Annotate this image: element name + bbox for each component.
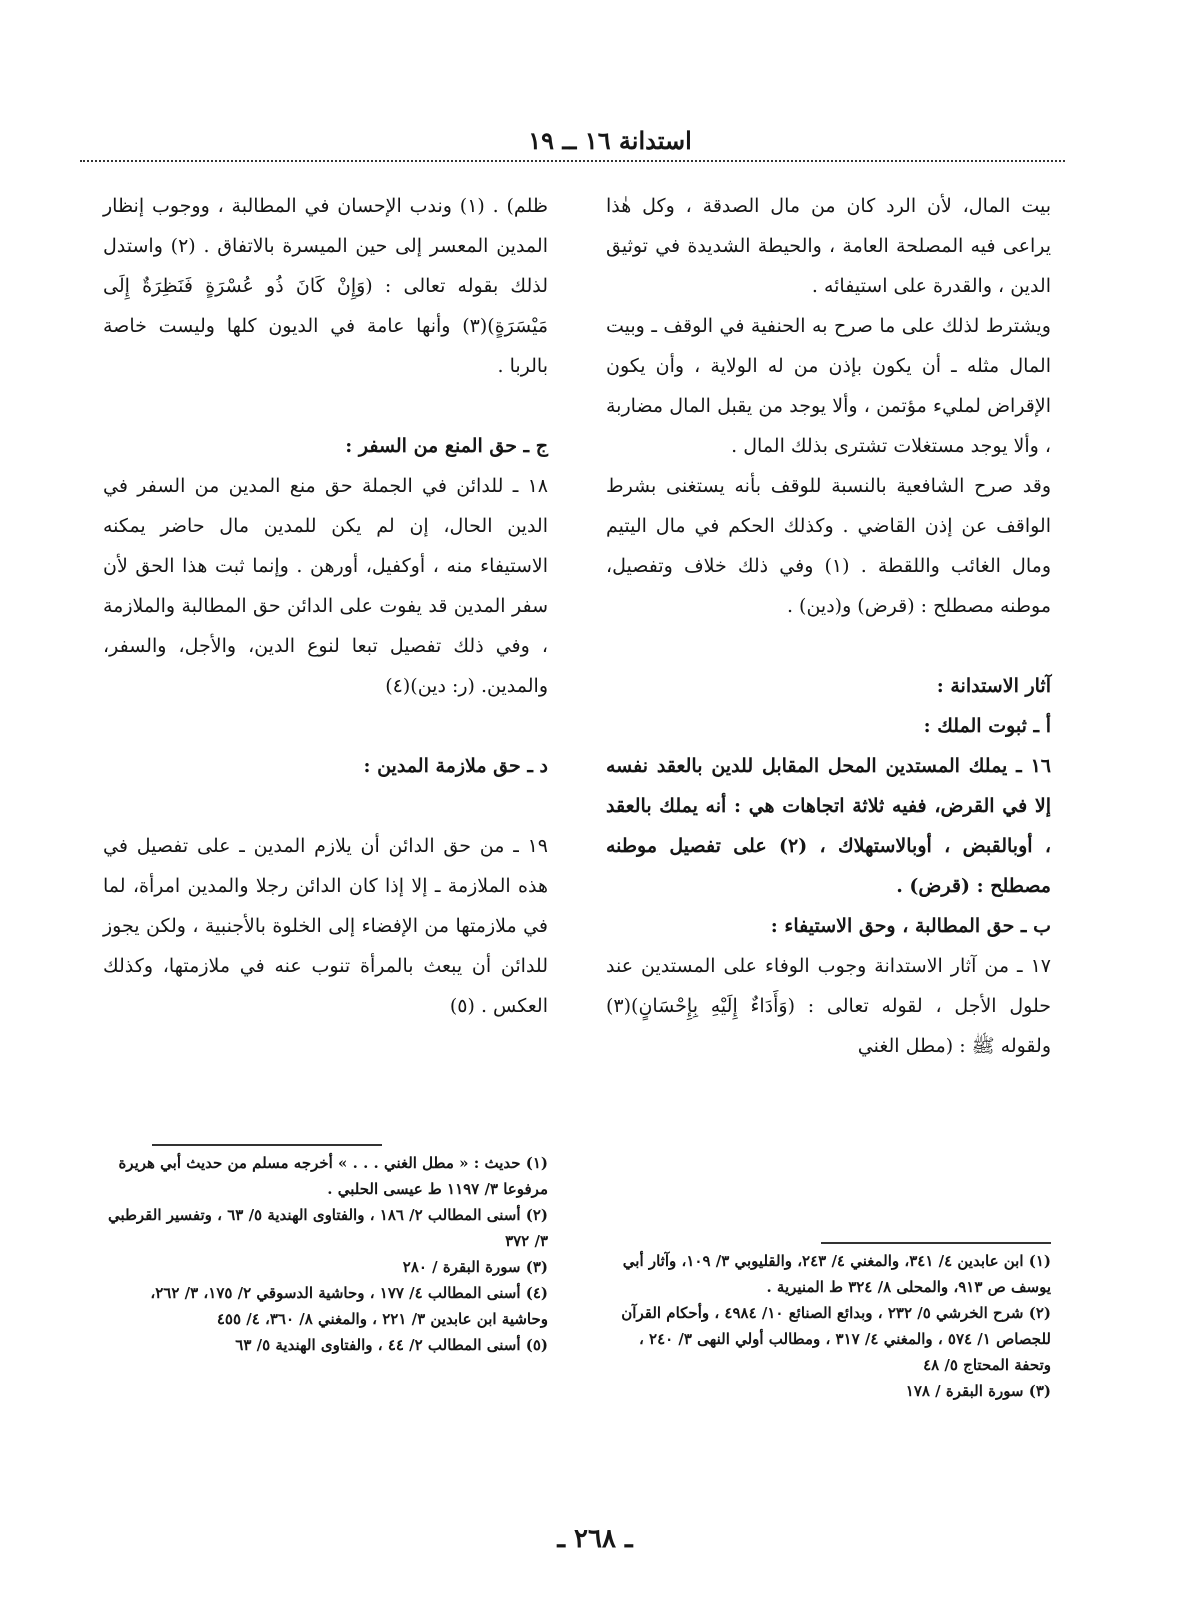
footnote-rule (152, 1144, 382, 1146)
paragraph: وقد صرح الشافعية بالنسبة للوقف بأنه يستغنى بشرط الواقف عن إذن القاضي . وكذلك الحكم في مال اليتيم ومال الغائب واللقطة . (١) وفي ذلك خلاف وتفصيل، موطنه مصطلح : (قرض) و(دين) . (606, 475, 1051, 617)
subsection-heading: د ـ حق ملازمة المدين : (363, 755, 548, 777)
paragraph-18: ١٨ ـ للدائن في الجملة حق منع المدين من السفر في الدين الحال، إن لم يكن للمدين مال حاضر يمكنه الاستيفاء منه ، أوكفيل، أورهن . وإنما ثبت هذا الحق لأن سفر المدين قد يفوت على الدائن حق المطالبة والملازمة ، وفي ذلك تفصيل تبعا لنوع الدين، والأجل، والسفر، والمدين. (ر: دين)(٤) (103, 475, 548, 697)
spacer (606, 626, 1051, 666)
footnote: (٢) شرح الخرشي ٥/ ٢٣٢ ، وبدائع الصنائع ١٠/ ٤٩٨٤ ، وأحكام القرآن للجصاص ١/ ٥٧٤ ، والمغني ٤/ ٣١٧ ، ومطالب أولي النهى ٣/ ٢٤٠ ، وتحفة المحتاج ٥/ ٤٨ (621, 1304, 1051, 1374)
running-header: استدانة ١٦ ــ ١٩ (528, 126, 692, 155)
footnote: (٣) سورة البقرة / ١٧٨ (905, 1382, 1051, 1400)
footnote: (٢) أسنى المطالب ٢/ ١٨٦ ، والفتاوى الهندية ٥/ ٦٣ ، وتفسير القرطبي ٣/ ٣٧٢ (107, 1206, 548, 1250)
subsection-heading: ب ـ حق المطالبة ، وحق الاستيفاء : (770, 915, 1051, 937)
footnote: (٤) أسنى المطالب ٤/ ١٧٧ ، وحاشية الدسوقي ٢/ ١٧٥، ٣/ ٢٦٢، وحاشية ابن عابدين ٣/ ٢٢١ ، والمغني ٨/ ٣٦٠، ٤/ ٤٥٥ (150, 1284, 548, 1328)
footnotes-right (606, 1248, 1051, 1404)
paragraph: ويشترط لذلك على ما صرح به الحنفية في الوقف ـ وبيت المال مثله ـ أن يكون بإذن من له الولاية ، وأن يكون الإقراض لمليء مؤتمن ، وألا يوجد من يقبل المال مضاربة ، وألا يوجد مستغلات تشترى بذلك المال . (606, 315, 1051, 457)
right-column (606, 186, 1051, 1066)
spacer (103, 706, 548, 746)
footnote: (١) حديث : « مطل الغني . . . » أخرجه مسلم من حديث أبي هريرة مرفوعا ٣/ ١١٩٧ ط عيسى الحلبي . (118, 1154, 548, 1198)
footnotes-left (103, 1150, 548, 1358)
subsection-heading: أ ـ ثبوت الملك : (923, 715, 1051, 737)
spacer (103, 786, 548, 826)
header-dotted-rule (80, 160, 1065, 162)
footnote: (٣) سورة البقرة / ٢٨٠ (402, 1258, 548, 1276)
spacer (103, 386, 548, 426)
footnote: (١) ابن عابدين ٤/ ٣٤١، والمغني ٤/ ٢٤٣، والقليوبي ٣/ ١٠٩، وآثار أبي يوسف ص ٩١٣، والمحلى ٨/ ٣٢٤ ط المنيرية . (622, 1252, 1051, 1296)
section-heading: آثار الاستدانة : (936, 675, 1051, 697)
footnote-rule (821, 1242, 1051, 1244)
paragraph: ظلم) . (١) وندب الإحسان في المطالبة ، ووجوب إنظار المدين المعسر إلى حين الميسرة بالاتفاق . (٢) واستدل لذلك بقوله تعالى : (وَإِنْ كَانَ ذُو عُسْرَةٍ فَنَظِرَةٌ إِلَى مَيْسَرَةٍ)(٣) وأنها عامة في الديون كلها وليست خاصة بالربا . (103, 195, 548, 377)
page-number: ـ ٢٦٨ ـ (557, 1524, 633, 1554)
paragraph: بيت المال، لأن الرد كان من مال الصدقة ، وكل هٰذا يراعى فيه المصلحة العامة ، والحيطة الشديدة في توثيق الدين ، والقدرة على استيفائه . (606, 195, 1051, 297)
subsection-heading: ج ـ حق المنع من السفر : (345, 435, 548, 457)
left-column (103, 186, 548, 1026)
paragraph-17: ١٧ ـ من آثار الاستدانة وجوب الوفاء على المستدين عند حلول الأجل ، لقوله تعالى : (وَأَدَاءٌ إِلَيْهِ بِإِحْسَانٍ)(٣) ولقوله ﷺ : (مطل الغني (606, 955, 1051, 1057)
paragraph-19: ١٩ ـ من حق الدائن أن يلازم المدين ـ على تفصيل في هذه الملازمة ـ إلا إذا كان الدائن رجلا والمدين امرأة، لما في ملازمتها من الإفضاء إلى الخلوة بالأجنبية ، ولكن يجوز للدائن أن يبعث بالمرأة تنوب عنه في ملازمتها، وكذلك العكس . (٥) (103, 835, 548, 1017)
paragraph-16: ١٦ ـ يملك المستدين المحل المقابل للدين بالعقد نفسه إلا في القرض، ففيه ثلاثة اتجاهات هي : أنه يملك بالعقد ، أوبالقبض ، أوبالاستهلاك ، (٢) على تفصيل موطنه مصطلح : (قرض) . (606, 755, 1051, 897)
footnote: (٥) أسنى المطالب ٢/ ٤٤ ، والفتاوى الهندية ٥/ ٦٣ (235, 1336, 548, 1354)
